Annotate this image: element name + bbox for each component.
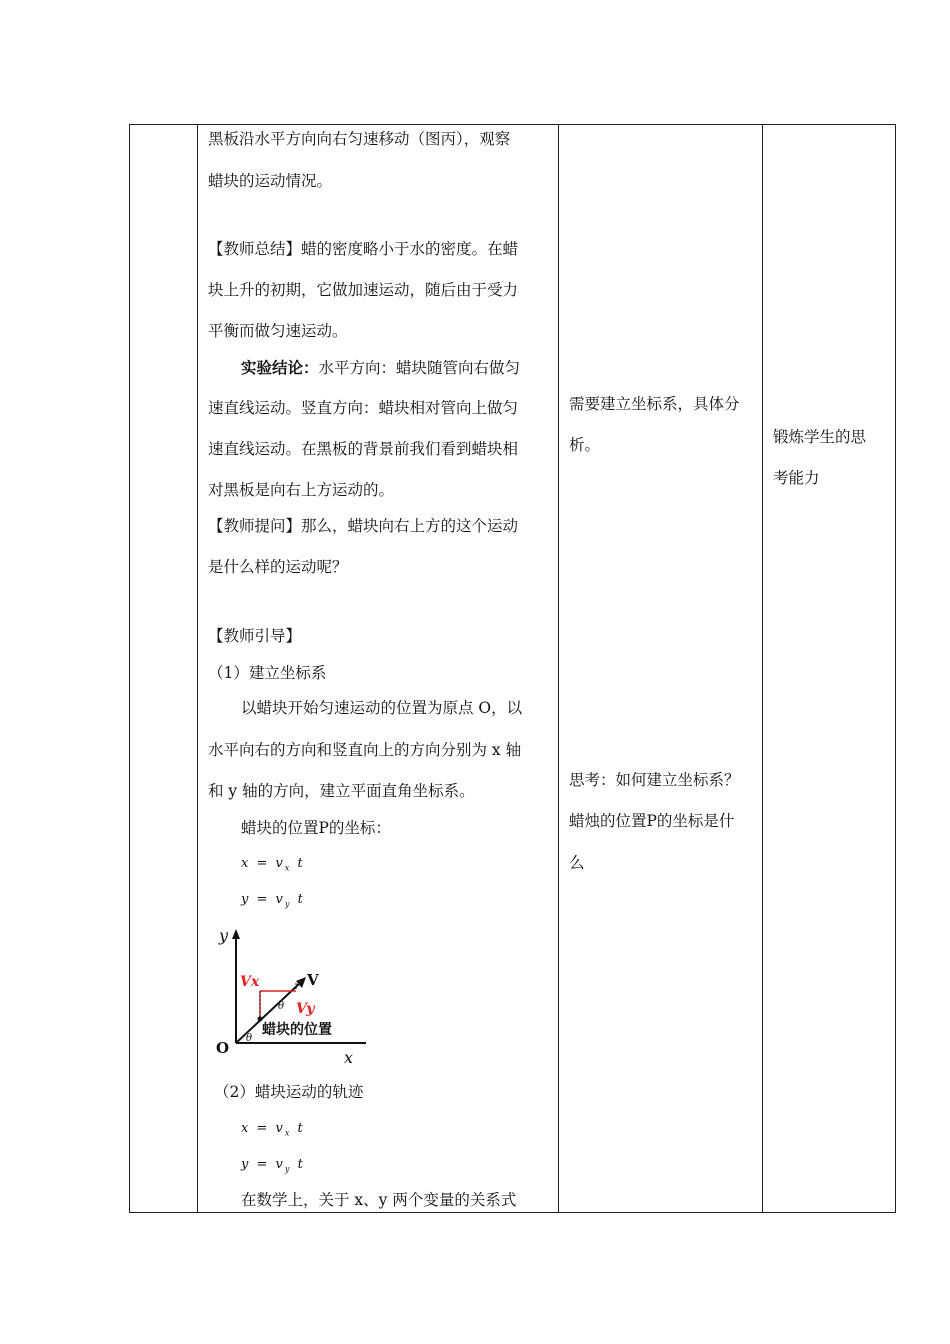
formula-y: $y = v_y$ t bbox=[241, 892, 305, 909]
intent-text: 考能力 bbox=[773, 469, 820, 487]
formula-x: $x = v_x$ t bbox=[241, 856, 305, 873]
text-line: 黑板沿水平方向向右匀速移动（图丙），观察 bbox=[208, 130, 511, 148]
y-axis-label: y bbox=[219, 926, 229, 945]
student-text: 需要建立坐标系，具体分 bbox=[569, 395, 740, 413]
text-line: 蜡块的运动情况。 bbox=[208, 172, 333, 190]
text-line: 块上升的初期，它做加速运动，随后由于受力 bbox=[208, 281, 519, 299]
text-line: 和 y 轴的方向，建立平面直角坐标系。 bbox=[208, 782, 475, 800]
v-label: V bbox=[307, 971, 319, 989]
text-line: 蜡块的位置P的坐标： bbox=[241, 819, 391, 837]
text-line: 对黑板是向右上方运动的。 bbox=[208, 481, 395, 499]
lesson-table bbox=[129, 124, 896, 1213]
text-line: 速直线运动。在黑板的背景前我们看到蜡块相 bbox=[208, 440, 519, 458]
text-line: 是什么样的运动呢？ bbox=[208, 558, 348, 576]
text-line: 【教师引导】 bbox=[208, 627, 302, 645]
coordinate-diagram bbox=[214, 923, 374, 1073]
x-axis-label: x bbox=[344, 1048, 354, 1067]
table-divider-2 bbox=[558, 125, 559, 1212]
text-line: 【教师提问】那么，蜡块向右上方的这个运动 bbox=[208, 517, 519, 535]
student-text: 思考：如何建立坐标系？ bbox=[569, 771, 740, 789]
text-line: 水平向右的方向和竖直向上的方向分别为 x 轴 bbox=[208, 741, 522, 759]
position-dot bbox=[258, 1017, 263, 1022]
text-line: 以蜡块开始匀速运动的位置为原点 O，以 bbox=[241, 699, 523, 717]
formula-x-repeat: $x = v_x$ t bbox=[241, 1121, 305, 1138]
student-text: 么 bbox=[569, 854, 585, 872]
theta-bottom-label: θ bbox=[246, 1033, 253, 1044]
table-divider-1 bbox=[197, 125, 198, 1212]
vx-label: Vx bbox=[240, 974, 260, 990]
student-text: 蜡烛的位置P的坐标是什 bbox=[569, 812, 735, 830]
conclusion-line bbox=[241, 358, 520, 378]
text-line: （2）蜡块运动的轨迹 bbox=[214, 1083, 364, 1101]
text-line: 速直线运动。竖直方向：蜡块相对管向上做匀 bbox=[208, 399, 519, 417]
theta-top-label: θ bbox=[278, 1001, 285, 1012]
text-line: 【教师总结】蜡的密度略小于水的密度。在蜡 bbox=[208, 240, 519, 258]
position-label: 蜡块的位置 bbox=[262, 1022, 332, 1038]
vy-label: Vy bbox=[296, 1001, 315, 1017]
table-divider-3 bbox=[762, 125, 763, 1212]
text-line: 平衡而做匀速运动。 bbox=[208, 322, 348, 340]
text-line: 水平方向：蜡块随管向右做匀 bbox=[318, 359, 521, 377]
student-text: 析。 bbox=[569, 436, 601, 454]
text-line: 在数学上，关于 x、y 两个变量的关系式 bbox=[241, 1191, 517, 1209]
formula-y-repeat: $y = v_y$ t bbox=[241, 1157, 305, 1174]
intent-text: 锻炼学生的思 bbox=[773, 428, 867, 446]
origin-label: O bbox=[216, 1039, 230, 1057]
text-line: （1）建立坐标系 bbox=[208, 664, 327, 682]
conclusion-label: 实验结论： bbox=[241, 358, 319, 377]
